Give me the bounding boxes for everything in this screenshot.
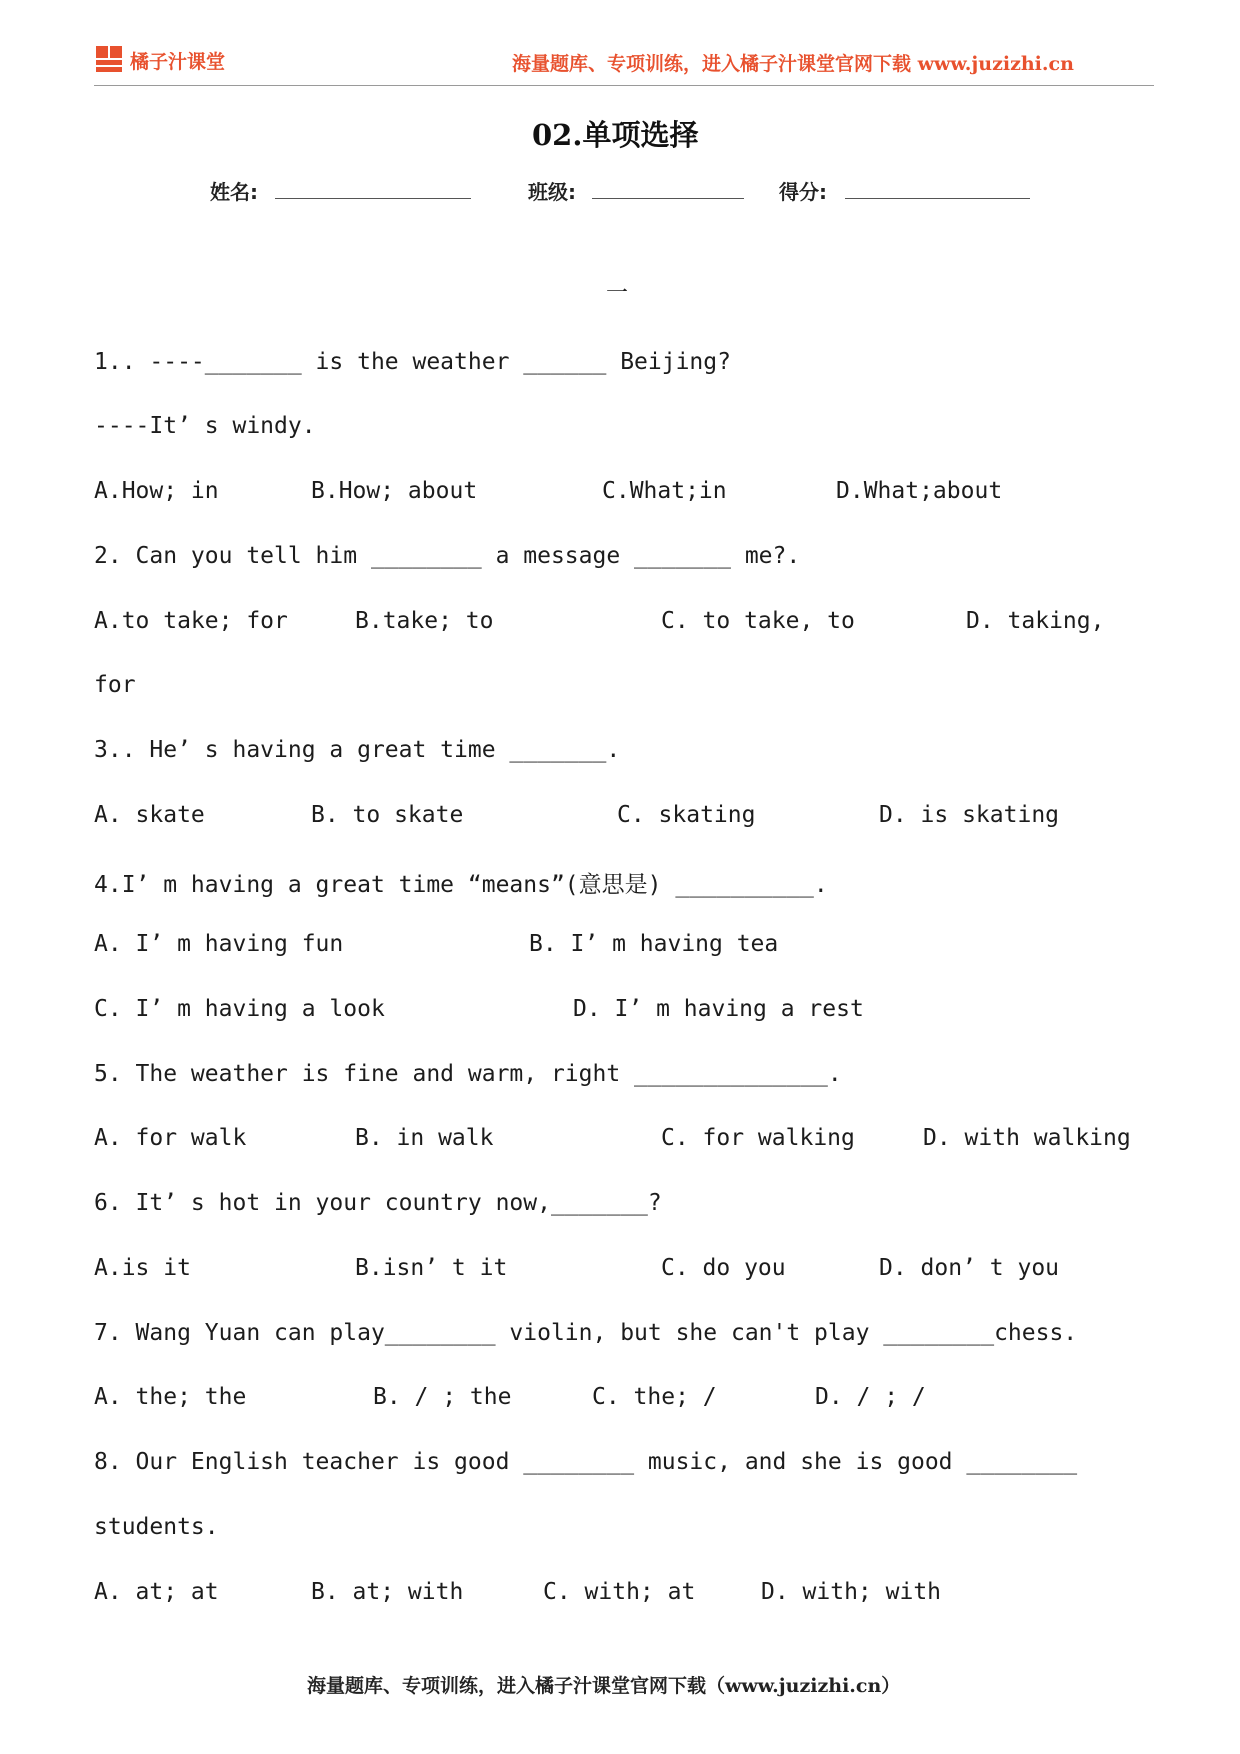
q7-option-b: B. / ; the — [373, 1384, 512, 1410]
q5-option-b: B. in walk — [355, 1125, 494, 1151]
q4-option-a: A. I’ m having fun — [94, 931, 344, 957]
q7-option-a: A. the; the — [94, 1384, 247, 1410]
logo-text: 橘子汁课堂 — [130, 51, 226, 73]
q6-option-b: B.isn’ t it — [355, 1255, 508, 1281]
q7-option-d: D. / ; / — [815, 1384, 926, 1410]
question-2: 2. Can you tell him ________ a message _______ me?. — [94, 543, 801, 569]
question-1: 1.. ----_______ is the weather ______ Beijing? — [94, 349, 731, 375]
q4-option-c: C. I’ m having a look — [94, 996, 385, 1022]
q3-option-b: B. to skate — [311, 802, 464, 828]
question-3: 3.. He’ s having a great time _______. — [94, 737, 621, 763]
q8-option-c: C. with; at — [543, 1579, 696, 1605]
q4-option-d: D. I’ m having a rest — [573, 996, 864, 1022]
q5-option-a: A. for walk — [94, 1125, 247, 1151]
q8-option-d: D. with; with — [761, 1579, 942, 1605]
question-8-cont: students. — [94, 1514, 219, 1540]
q5-option-d: D. with walking — [923, 1125, 1131, 1151]
q2-option-d-cont: for — [94, 672, 136, 698]
class-field[interactable] — [592, 198, 744, 199]
q4-option-b: B. I’ m having tea — [529, 931, 779, 957]
question-6: 6. It’ s hot in your country now,_______? — [94, 1190, 662, 1216]
q2-option-d: D. taking, — [966, 608, 1105, 634]
q2-option-b: B.take; to — [355, 608, 494, 634]
logo-icon — [96, 46, 124, 74]
score-label: 得分: — [779, 180, 827, 204]
question-5: 5. The weather is fine and warm, right ______________. — [94, 1061, 842, 1087]
q1-option-d: D.What;about — [836, 478, 1003, 504]
page-title: 02.单项选择 — [532, 118, 699, 152]
score-field[interactable] — [845, 198, 1030, 199]
q1-option-b: B.How; about — [311, 478, 478, 504]
footer-slogan: 海量题库、专项训练，进入橘子汁课堂官网下载（www.juzizhi.cn） — [307, 1675, 901, 1697]
q2-option-a: A.to take; for — [94, 608, 288, 634]
header-slogan: 海量题库、专项训练，进入橘子汁课堂官网下载 www.juzizhi.cn — [512, 53, 1074, 75]
q1-option-c: C.What;in — [602, 478, 727, 504]
question-8: 8. Our English teacher is good ________ music, and she is good ________ — [94, 1449, 1078, 1475]
class-label: 班级: — [528, 180, 576, 204]
q6-option-a: A.is it — [94, 1255, 191, 1281]
q3-option-a: A. skate — [94, 802, 205, 828]
q3-option-d: D. is skating — [879, 802, 1060, 828]
q6-option-c: C. do you — [661, 1255, 786, 1281]
q8-option-b: B. at; with — [311, 1579, 464, 1605]
q7-option-c: C. the; / — [592, 1384, 717, 1410]
q3-option-c: C. skating — [617, 802, 756, 828]
question-1-answer: ----It’ s windy. — [94, 413, 316, 439]
q6-option-d: D. don’ t you — [879, 1255, 1060, 1281]
q1-option-a: A.How; in — [94, 478, 219, 504]
q8-option-a: A. at; at — [94, 1579, 219, 1605]
name-label: 姓名: — [210, 180, 258, 204]
question-7: 7. Wang Yuan can play________ violin, but she can't play ________chess. — [94, 1320, 1078, 1346]
q5-option-c: C. for walking — [661, 1125, 855, 1151]
name-field[interactable] — [275, 198, 471, 199]
question-4: 4.I’ m having a great time “means”(意思是) __________. — [94, 872, 828, 898]
section-marker: 一 — [606, 281, 629, 306]
header-divider — [94, 85, 1154, 86]
q2-option-c: C. to take, to — [661, 608, 855, 634]
